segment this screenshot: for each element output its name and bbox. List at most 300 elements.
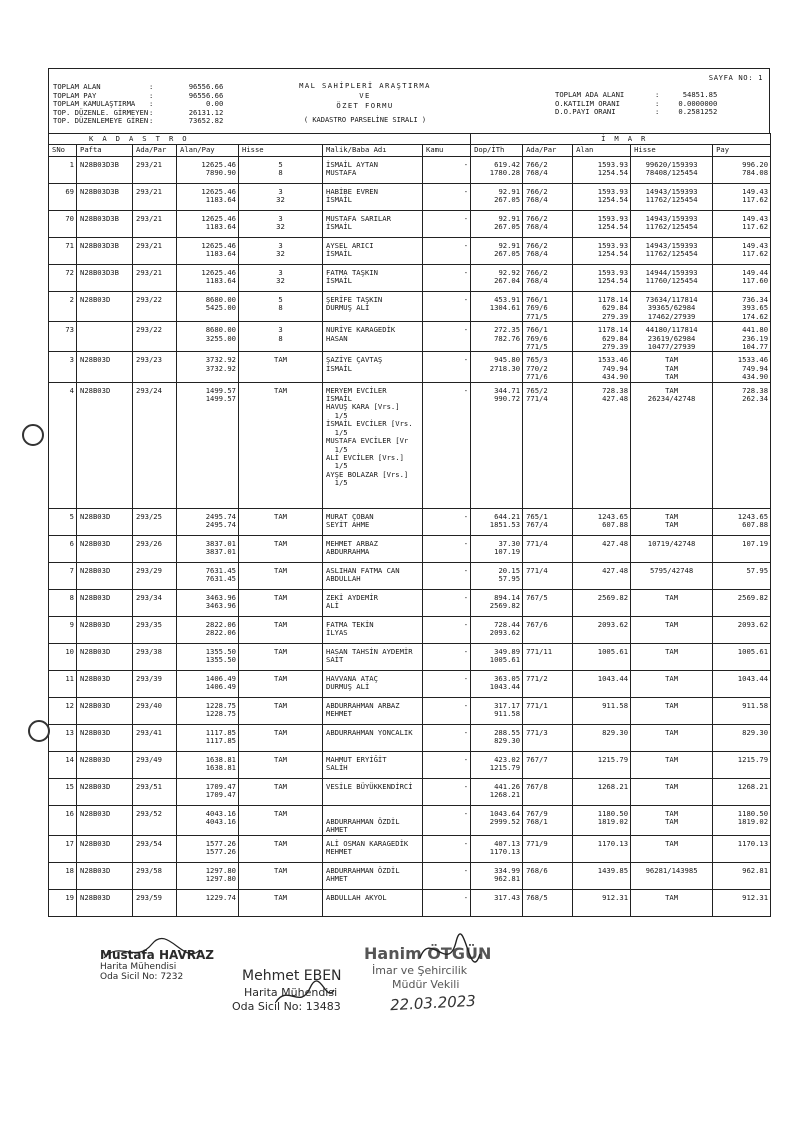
column-header: Pafta (77, 145, 133, 157)
cell-line: MEHMET ARBAZ (326, 538, 378, 548)
dop-cell (471, 589, 523, 616)
cell-line: 1268.21 (489, 790, 521, 800)
hisse-cell (239, 589, 323, 616)
imar-hisse-cell (631, 535, 713, 562)
cell-line: İSMAİL (326, 363, 352, 373)
pay-cell (713, 157, 771, 184)
pay-cell (713, 835, 771, 862)
pay-cell (713, 211, 771, 238)
pay-cell (713, 751, 771, 778)
title-line-2: VE (359, 91, 371, 100)
ada-par-cell: 293/41 (133, 724, 177, 751)
cell-line: 149.44 (742, 268, 769, 277)
cell-line: 1406.49 (205, 673, 236, 683)
cell-line: ALİ (326, 601, 339, 611)
dop-cell (471, 835, 523, 862)
pay-cell (713, 889, 771, 916)
imar-hisse-cell (631, 184, 713, 211)
cell-line: 607.88 (602, 520, 629, 530)
cell-line: 57.95 (746, 565, 769, 575)
imar-hisse-cell (631, 643, 713, 670)
imar-alan-cell (573, 670, 631, 697)
cell-line: 912.31 (602, 892, 629, 902)
imar-hisse-cell (631, 862, 713, 889)
cell-line: TAM (274, 754, 287, 764)
cell-line: 911.58 (742, 700, 769, 710)
imar-alan-cell (573, 382, 631, 508)
cell-line: 765/2 (526, 385, 548, 395)
cell-line: 117.62 (742, 249, 769, 259)
imar-ada-par-cell (523, 643, 573, 670)
alan-pay-cell (177, 265, 239, 292)
cell-line: DURMUŞ ALİ (326, 682, 370, 692)
imar-alan-cell (573, 589, 631, 616)
cell-line: 619.42 (494, 160, 521, 169)
imar-ada-par-cell (523, 751, 573, 778)
cell-line: DURMUŞ ALİ (326, 303, 370, 313)
sno-cell: 19 (49, 889, 77, 916)
cell-line: 117.62 (742, 222, 769, 232)
imar-alan-cell (573, 697, 631, 724)
hisse-cell (239, 805, 323, 835)
sno-cell: 18 (49, 862, 77, 889)
cell-line: 767/7 (526, 754, 548, 764)
cell-line: 767/8 (526, 781, 548, 791)
cell-line: İSMAİL AYTAN (326, 160, 378, 169)
owner-cell (323, 643, 423, 670)
cell-line: 423.02 (494, 754, 521, 764)
cell-line: 1297.80 (205, 865, 236, 875)
cell-line: İSMAİL EVCİLER [Vrs. (326, 419, 413, 429)
cell-line: 769/6 (526, 333, 548, 343)
table-row (49, 184, 771, 211)
cell-line: 92.91 (498, 214, 521, 223)
column-header: Alan (573, 145, 631, 157)
cell-line: 1254.54 (597, 276, 629, 286)
cell-line: 770/2 (526, 363, 548, 373)
imar-alan-cell (573, 292, 631, 322)
sno-cell: 12 (49, 697, 77, 724)
pay-cell (713, 508, 771, 535)
cell-line: 279.39 (602, 311, 629, 321)
kamu-cell: - (423, 238, 471, 265)
dop-cell (471, 805, 523, 835)
cell-line: 17462/27939 (647, 311, 696, 321)
total-label: TOPLAM PAY (53, 90, 97, 100)
table-row (49, 322, 771, 352)
imar-hisse-cell (631, 805, 713, 835)
imar-hisse-cell (631, 778, 713, 805)
pafta-cell: N28B03D (77, 670, 133, 697)
cell-line: 96281/143985 (645, 865, 698, 875)
alan-pay-cell (177, 535, 239, 562)
imar-hisse-cell (631, 265, 713, 292)
signature-3-scribble (420, 934, 480, 962)
cell-line: 1533.46 (737, 355, 769, 365)
cell-line: 2569.82 (489, 601, 521, 611)
imar-ada-par-cell (523, 535, 573, 562)
cell-line: 434.90 (742, 372, 769, 382)
imar-hisse-cell (631, 751, 713, 778)
signature-1-name: Mustafa HAVRAZ (100, 948, 214, 962)
cell-line: 5425.00 (205, 303, 236, 313)
cell-line: TAM (665, 592, 679, 602)
cell-line: MAHMUT ERYİĞİT (326, 754, 387, 764)
sno-cell: 10 (49, 643, 77, 670)
cell-line: 829.30 (742, 727, 769, 737)
pafta-cell: N28B03D (77, 724, 133, 751)
cell-line: 3255.00 (205, 333, 236, 343)
pafta-cell: N28B03D (77, 508, 133, 535)
cell-line: ABDURRAHMAN ÖZDİL (326, 817, 400, 827)
cell-line: 768/4 (526, 168, 548, 178)
cell-line: 1178.14 (597, 325, 629, 335)
imar-ada-par-cell (523, 238, 573, 265)
cell-line: 1268.21 (737, 781, 769, 791)
cell-line: 107.19 (494, 547, 521, 557)
cell-line: 1533.46 (597, 355, 629, 365)
hisse-cell (239, 382, 323, 508)
hisse-cell (239, 184, 323, 211)
imar-alan-cell (573, 805, 631, 835)
cell-line: 1005.61 (597, 646, 629, 656)
cell-line: TAM (274, 592, 287, 602)
cell-line: ŞAZİYE ÇAVTAŞ (326, 355, 383, 365)
cell-line: 766/2 (526, 241, 548, 250)
sno-cell: 17 (49, 835, 77, 862)
cell-line: 12625.46 (201, 187, 236, 196)
cell-line: TAM (274, 727, 287, 737)
imar-ada-par-cell (523, 211, 573, 238)
hisse-cell (239, 562, 323, 589)
sno-cell: 5 (49, 508, 77, 535)
cell-line: 26234/42748 (647, 394, 696, 404)
cell-line: 3463.96 (205, 592, 236, 602)
imar-ada-par-cell (523, 322, 573, 352)
pay-cell (713, 292, 771, 322)
cell-line: 32 (276, 195, 285, 205)
owner-cell (323, 778, 423, 805)
alan-pay-cell (177, 670, 239, 697)
table-row (49, 778, 771, 805)
cell-line: 427.48 (602, 565, 629, 575)
cell-line: 769/6 (526, 303, 548, 313)
dop-cell (471, 238, 523, 265)
cell-line: 334.99 (494, 865, 521, 875)
pay-cell (713, 589, 771, 616)
cell-line: 766/2 (526, 214, 548, 223)
cell-line: TAM (665, 646, 679, 656)
cell-line: 92.92 (498, 268, 521, 277)
cell-line: MUSTAFA EVCİLER [Vr (326, 436, 409, 446)
imar-ada-par-cell (523, 862, 573, 889)
dop-cell (471, 616, 523, 643)
pafta-cell: N28B03D3B (77, 157, 133, 184)
cell-line: 962.81 (494, 874, 521, 884)
cell-line: 427.48 (602, 394, 629, 404)
pay-cell (713, 643, 771, 670)
cell-line: 766/2 (526, 268, 548, 277)
kamu-cell: - (423, 211, 471, 238)
alan-pay-cell (177, 835, 239, 862)
signature-1-registry: Oda Sicil No: 7232 (100, 972, 184, 982)
cell-line: MUSTAFA (326, 168, 357, 178)
cell-line: ALİ EVCİLER [Vrs.] (326, 452, 404, 462)
cell-line: 1243.65 (597, 511, 629, 521)
cell-line: 14943/159393 (645, 241, 698, 250)
cell-line: SAİT (326, 655, 344, 665)
cell-line: 4043.16 (205, 817, 236, 827)
cell-line: 1243.65 (737, 511, 769, 521)
cell-line: 1043.44 (737, 673, 769, 683)
cell-line: 174.62 (742, 311, 769, 321)
cell-line: 1709.47 (205, 790, 236, 800)
cell-line: 267.05 (494, 222, 521, 232)
cell-line: 1117.85 (205, 727, 236, 737)
imar-ada-par-cell (523, 184, 573, 211)
kamu-cell: - (423, 805, 471, 835)
cell-line: İSMAİL (326, 222, 352, 232)
cell-line: TAM (274, 808, 287, 818)
pay-cell (713, 670, 771, 697)
kamu-cell: - (423, 157, 471, 184)
cell-line: TAM (274, 511, 287, 521)
imar-hisse-cell (631, 697, 713, 724)
alan-pay-cell (177, 778, 239, 805)
cell-line: 629.84 (602, 333, 629, 343)
hisse-cell (239, 508, 323, 535)
cell-line: 32 (276, 249, 285, 259)
total-label: TOPLAM KAMULAŞTIRMA (53, 99, 136, 109)
kamu-cell: - (423, 352, 471, 382)
cell-line: 5 (278, 160, 283, 169)
ada-par-cell: 293/39 (133, 670, 177, 697)
column-header: Malik/Baba Adı (323, 145, 423, 157)
cell-line: 7631.45 (205, 574, 236, 584)
ada-par-cell: 293/40 (133, 697, 177, 724)
signature-3-date: 22.03.2023 (389, 991, 477, 1015)
cell-line: 149.43 (742, 241, 769, 250)
pay-cell (713, 382, 771, 508)
cell-line: İSMAİL (326, 249, 352, 259)
cell-line: 771/5 (526, 311, 548, 321)
cell-line: ABDURRAHMAN YONCALIK (326, 727, 413, 737)
imar-hisse-cell (631, 352, 713, 382)
cell-line: TAM (665, 520, 679, 530)
cell-line: 3837.01 (205, 547, 236, 557)
signature-3-role: Müdür Vekili (392, 978, 460, 991)
table-row (49, 562, 771, 589)
cell-line: 317.43 (494, 892, 521, 902)
cell-line: TAM (665, 673, 679, 683)
cell-line: 8 (278, 168, 283, 178)
imar-ada-par-cell (523, 697, 573, 724)
pafta-cell: N28B03D (77, 643, 133, 670)
owner-cell (323, 292, 423, 322)
cell-line: TAM (665, 808, 679, 818)
alan-pay-cell (177, 751, 239, 778)
alan-pay-cell (177, 292, 239, 322)
pay-cell (713, 616, 771, 643)
cell-line: 1170.13 (597, 838, 629, 848)
sno-cell: 13 (49, 724, 77, 751)
cell-line: 768/4 (526, 276, 548, 286)
cell-line: 8 (278, 303, 283, 313)
kamu-cell: - (423, 724, 471, 751)
cell-line: 911.58 (494, 709, 521, 719)
pafta-cell: N28B03D (77, 697, 133, 724)
pafta-cell: N28B03D3B (77, 184, 133, 211)
pafta-cell: N28B03D3B (77, 238, 133, 265)
cell-line: 236.19 (742, 333, 769, 343)
ada-par-cell: 293/35 (133, 616, 177, 643)
cell-line: 32 (276, 276, 285, 286)
owner-cell (323, 835, 423, 862)
hisse-cell (239, 211, 323, 238)
cell-line: 1183.64 (205, 195, 236, 205)
cell-line: 1170.13 (489, 847, 521, 857)
cell-line: 749.94 (602, 363, 629, 373)
imar-alan-cell (573, 157, 631, 184)
dop-cell (471, 535, 523, 562)
cell-line: 2822.06 (205, 628, 236, 638)
pafta-cell: N28B03D (77, 751, 133, 778)
owner-cell (323, 751, 423, 778)
cell-line: 10719/42748 (647, 538, 696, 548)
sno-cell: 11 (49, 670, 77, 697)
sno-cell: 72 (49, 265, 77, 292)
cell-line: 771/6 (526, 372, 548, 382)
cell-line: 37.30 (498, 538, 521, 548)
sno-cell: 15 (49, 778, 77, 805)
cell-line: 441.26 (494, 781, 521, 791)
imar-hisse-cell (631, 616, 713, 643)
cell-line: 1183.64 (205, 249, 236, 259)
cell-line: 8680.00 (205, 295, 236, 304)
imar-alan-cell (573, 238, 631, 265)
cell-line: 771/2 (526, 673, 548, 683)
hisse-cell (239, 265, 323, 292)
imar-hisse-cell (631, 508, 713, 535)
signature-2-name: Mehmet EBEN (242, 968, 342, 984)
ratio-label: O.KATILIM ORANI (555, 98, 620, 108)
cell-line: 1/5 (326, 478, 348, 488)
cell-line: 344.71 (494, 385, 521, 395)
alan-pay-cell (177, 616, 239, 643)
table-row (49, 751, 771, 778)
signature-2-title: Harita Mühendisi (244, 986, 338, 999)
cell-line: 107.19 (742, 538, 769, 548)
punch-hole-icon (22, 424, 44, 446)
total-value: 0.00 (206, 99, 224, 109)
ada-par-cell: 293/58 (133, 862, 177, 889)
sno-cell: 73 (49, 322, 77, 352)
owner-cell (323, 352, 423, 382)
cell-line: 1593.93 (597, 268, 629, 277)
kamu-cell: - (423, 616, 471, 643)
alan-pay-cell (177, 697, 239, 724)
kamu-cell: - (423, 670, 471, 697)
sno-cell: 16 (49, 805, 77, 835)
cell-line: 23619/62984 (647, 333, 696, 343)
cell-line: 1851.53 (489, 520, 521, 530)
hisse-cell (239, 724, 323, 751)
cell-line: TAM (665, 817, 679, 827)
table-row (49, 508, 771, 535)
cell-line: 1254.54 (597, 195, 629, 205)
cell-line: 7890.90 (205, 168, 236, 178)
imar-alan-cell (573, 322, 631, 352)
cell-line: 92.91 (498, 241, 521, 250)
ratio-label: TOPLAM ADA ALANI (555, 90, 625, 99)
owner-cell (323, 265, 423, 292)
total-value: 96556.66 (188, 82, 224, 91)
imar-alan-cell (573, 562, 631, 589)
cell-line: 728.38 (742, 385, 769, 395)
cell-line: 768/5 (526, 892, 548, 902)
sno-cell: 6 (49, 535, 77, 562)
pay-cell (713, 805, 771, 835)
hisse-cell (239, 322, 323, 352)
alan-pay-cell (177, 889, 239, 916)
cell-line: TAM (665, 700, 679, 710)
cell-line: 11762/125454 (645, 249, 698, 259)
cell-line: İSMAİL (326, 276, 352, 286)
cell-line: 12625.46 (201, 160, 236, 169)
cell-line: 912.31 (742, 892, 769, 902)
imar-ada-par-cell (523, 508, 573, 535)
cell-line: 765/1 (526, 511, 548, 521)
hisse-cell (239, 697, 323, 724)
cell-line: TAM (665, 781, 679, 791)
dop-cell (471, 562, 523, 589)
cell-line: 1254.54 (597, 168, 629, 178)
ratios-block: TOPLAM ADA ALANI : 54851.85 O.KATILIM ORANI : 0.0000000 D.O.PAYI ORANI : 0.2581252 (555, 90, 718, 117)
kamu-cell: - (423, 535, 471, 562)
table-row (49, 697, 771, 724)
cell-line: TAM (274, 781, 287, 791)
cell-line: 749.94 (742, 363, 769, 373)
signature-3-name: Hanim ÖTGÜN (364, 944, 492, 963)
cell-line: 768/6 (526, 865, 548, 875)
table-row (49, 535, 771, 562)
pay-cell (713, 562, 771, 589)
cell-line: 288.55 (494, 727, 521, 737)
kamu-cell: - (423, 322, 471, 352)
cell-line: 1215.79 (737, 754, 769, 764)
alan-pay-cell (177, 589, 239, 616)
dop-cell (471, 889, 523, 916)
total-label: TOP. DÜZENLE. GİRMEYEN (53, 107, 149, 117)
pay-cell (713, 724, 771, 751)
cell-line: 5795/42748 (649, 565, 694, 575)
cell-line: SALİH (326, 763, 348, 773)
alan-pay-cell (177, 322, 239, 352)
cell-line: 1709.47 (205, 781, 236, 791)
cell-line: 267.05 (494, 249, 521, 259)
cell-line: 990.72 (494, 394, 521, 404)
ada-par-cell: 293/26 (133, 535, 177, 562)
cell-line: 767/5 (526, 592, 548, 602)
cell-line: VESİLE BÜYÜKKENDİRCİ (326, 781, 413, 791)
owner-cell (323, 211, 423, 238)
cell-line: 1/5 (326, 410, 348, 420)
cell-line: 962.81 (742, 865, 769, 875)
cell-line: 317.17 (494, 700, 521, 710)
cell-line: TAM (665, 754, 679, 764)
cell-line: 1406.49 (205, 682, 236, 692)
cell-line: 767/4 (526, 520, 548, 530)
